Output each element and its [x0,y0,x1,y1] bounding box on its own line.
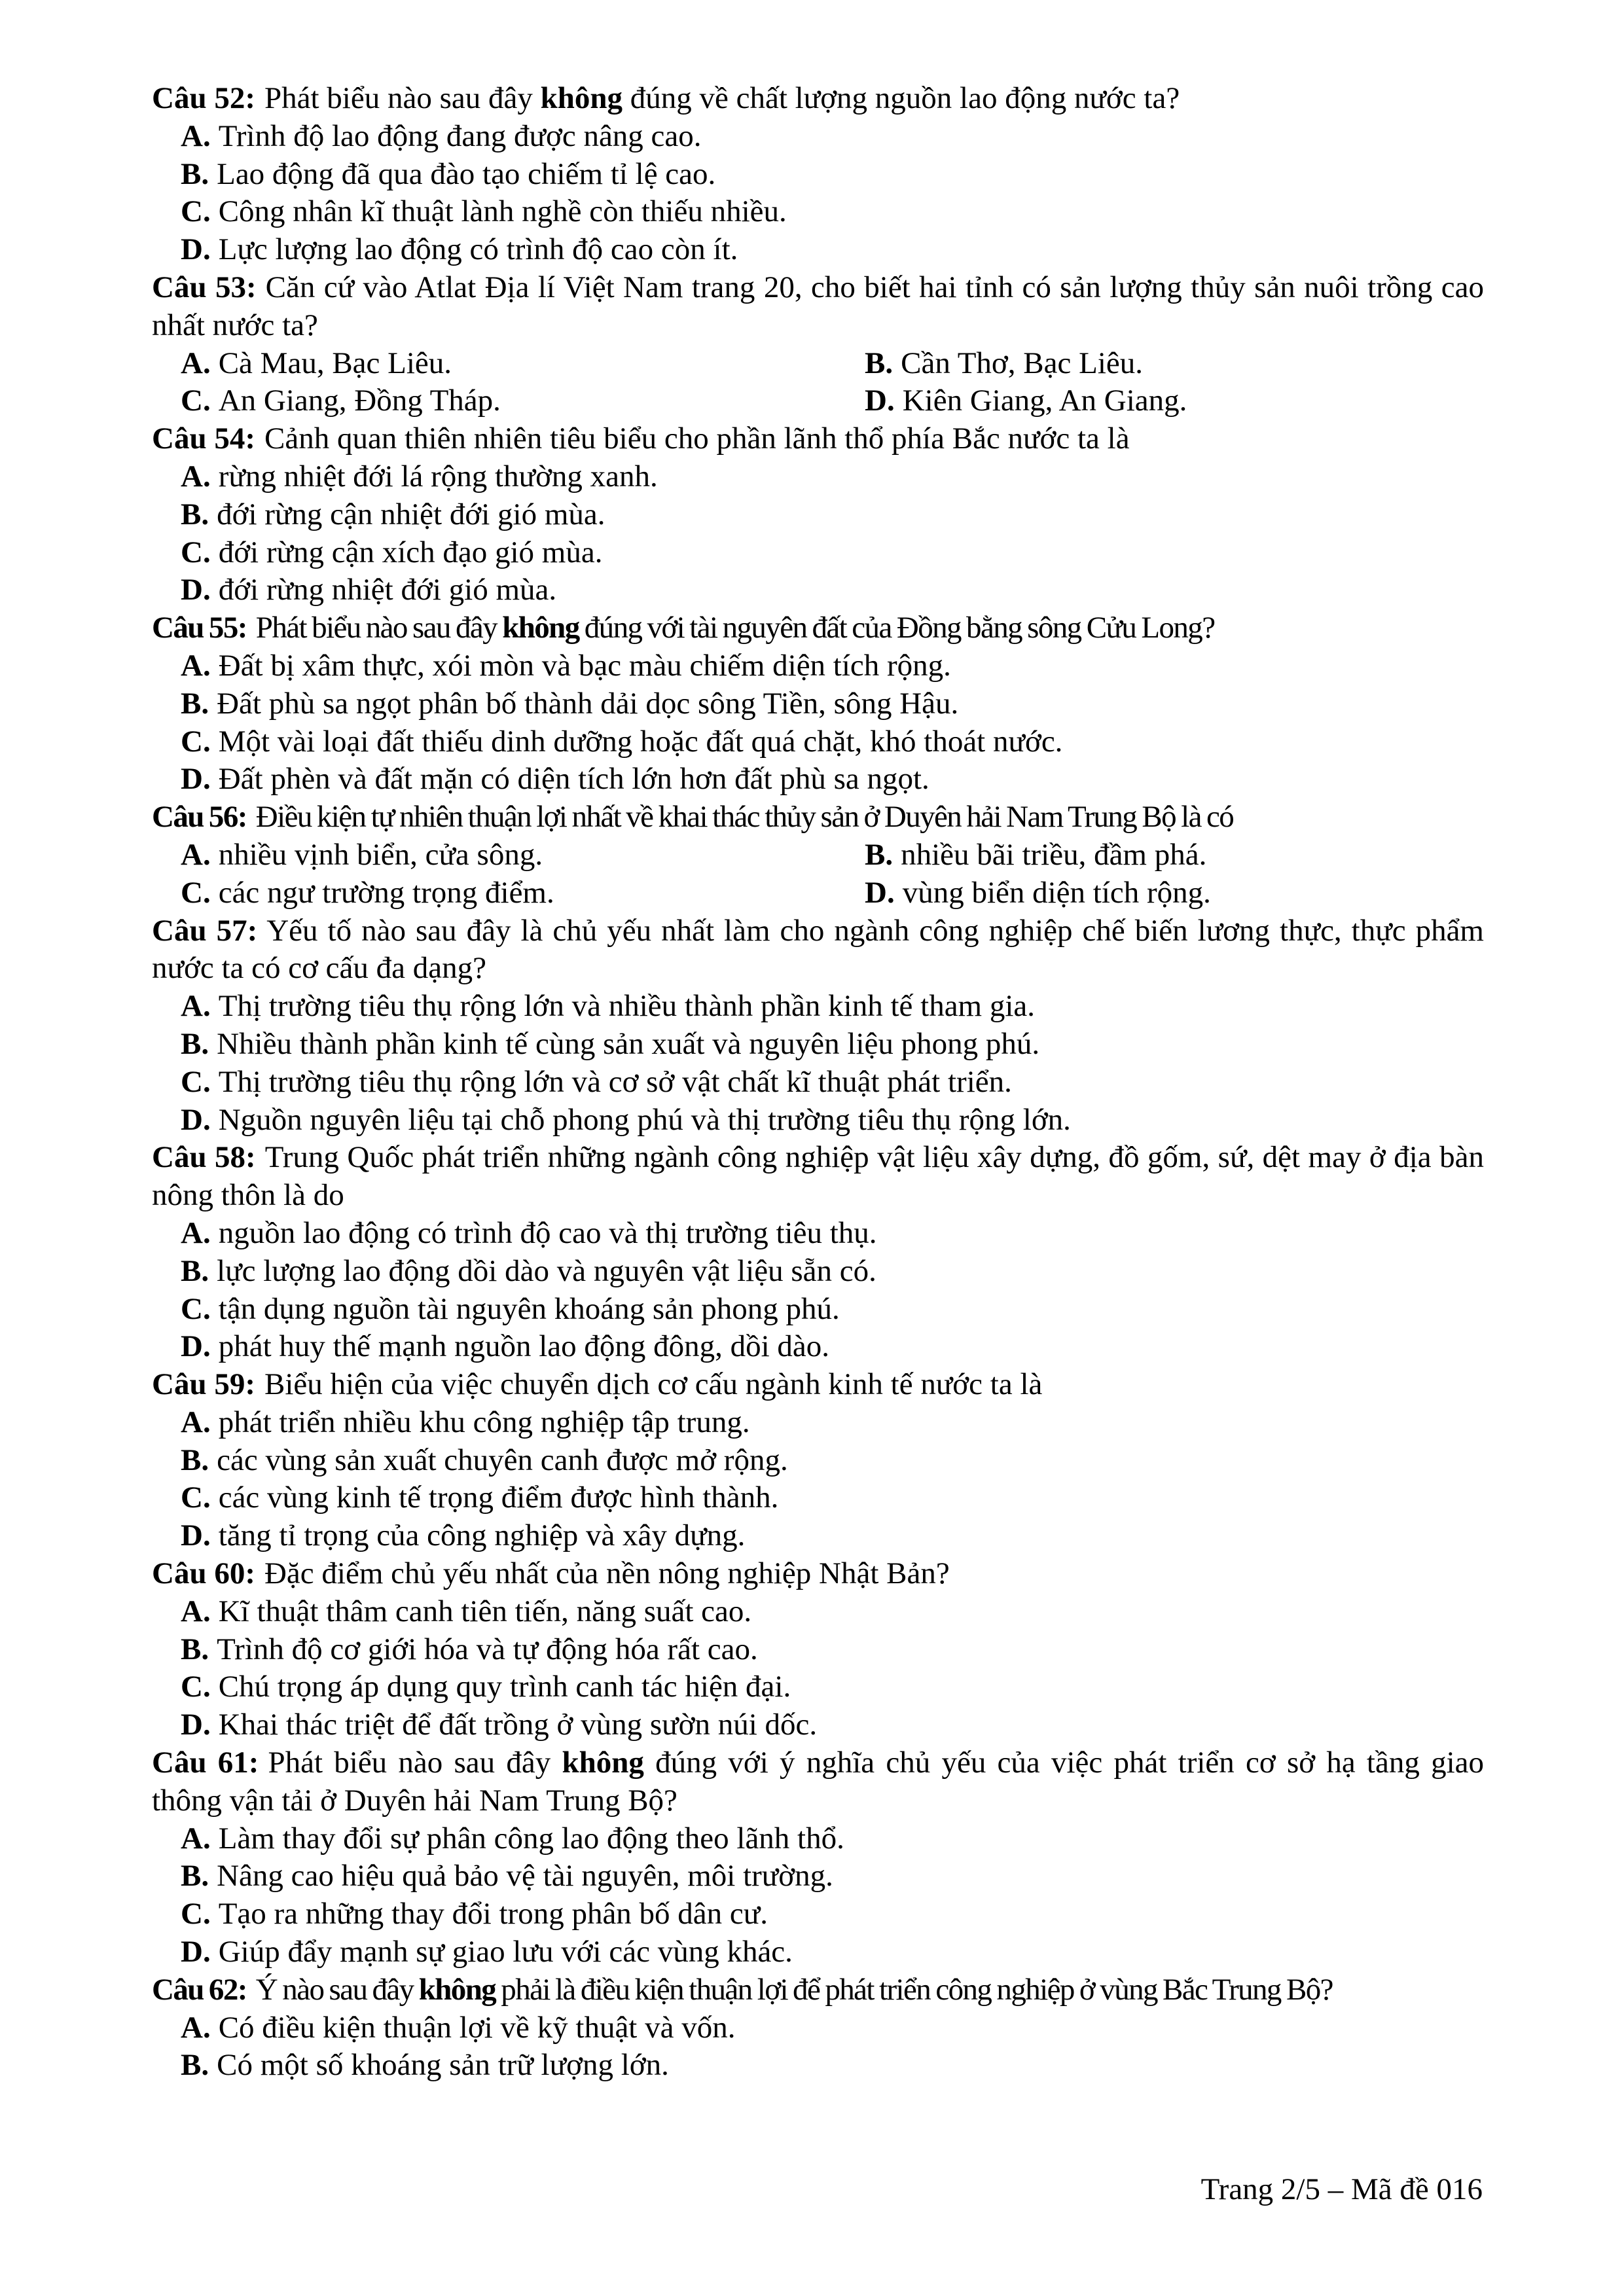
stem-text: phải là điều kiện thuận lợi để phát triển công nghiệp ở vùng Bắc Trung Bộ? [496,1972,1333,2007]
answer-row [152,874,1484,912]
question-block [152,912,1484,1139]
option-letter: B. [181,1253,209,1288]
option-letter: D. [865,875,895,910]
question-number: Câu 56: [152,800,247,834]
option-letter: C. [181,1897,211,1931]
option-text: Công nhân kĩ thuật lành nghề còn thiếu nhiều. [218,194,787,229]
option-letter: B. [181,1443,209,1477]
option-letter: A. [181,118,211,153]
stem-text: Điều kiện tự nhiên thuận lợi nhất về khai thác thủy sản ở Duyên hải Nam Trung Bộ là có [255,800,1234,834]
option-letter: D. [181,573,211,607]
option-text: Có điều kiện thuận lợi về kỹ thuật và vốn. [218,2010,736,2045]
option-text: tận dụng nguồn tài nguyên khoáng sản phong phú. [218,1291,840,1326]
option-letter: B. [181,1859,209,1893]
question-block [152,1366,1484,1555]
question-block [152,269,1484,420]
emphasis-text: không [502,611,579,645]
answer-option [152,761,1484,798]
stem-text: Yếu tố nào sau đây là chủ yếu nhất làm cho ngành công nghiệp chế biến lương thực, thực phẩm nước ta có cơ cấu đa dạng? [152,913,1484,986]
option-text: vùng biển diện tích rộng. [902,875,1211,910]
stem-text: Ý nào sau đây [255,1972,419,2007]
option-letter: B. [181,497,209,531]
answer-option [152,118,1484,156]
answer-option [152,1442,1484,1480]
option-letter: D. [181,1708,211,1742]
option-letter: D. [865,384,895,418]
answer-option [152,647,1484,685]
option-letter: D. [181,232,211,267]
option-letter: C. [181,1064,211,1099]
option-text: Nâng cao hiệu quả bảo vệ tài nguyên, môi trường. [217,1859,833,1893]
option-letter: C. [181,1670,211,1704]
question-number: Câu 59: [152,1367,255,1402]
option-letter: C. [181,1480,211,1515]
question-number: Câu 60: [152,1556,255,1591]
option-letter: D. [181,762,211,797]
answer-option [152,156,1484,194]
answer-option [152,193,1484,231]
question-block [152,1971,1484,2085]
question-stem [152,80,1484,118]
question-number: Câu 58: [152,1140,256,1175]
answer-option [152,1857,1484,1895]
page-footer: Trang 2/5 – Mã đề 016 [1200,2172,1483,2206]
option-letter: A. [181,1405,211,1439]
option-text: phát triển nhiều khu công nghiệp tập trung. [218,1405,750,1439]
question-number: Câu 62: [152,1972,247,2007]
option-text: lực lượng lao động dồi dào và nguyên vật liệu sẵn có. [217,1253,876,1288]
emphasis-text: không [418,1972,496,2007]
question-block [152,798,1484,912]
option-letter: C. [181,875,211,910]
exam-page-content [152,80,1484,2085]
answer-row [152,836,1484,874]
question-number: Câu 55: [152,611,247,645]
answer-option [152,874,865,912]
stem-text: đúng về chất lượng nguồn lao động nước ta? [623,81,1180,115]
option-letter: B. [181,686,209,721]
option-text: rừng nhiệt đới lá rộng thường xanh. [218,459,658,493]
answer-option [152,1895,1484,1933]
option-text: Nguồn nguyên liệu tại chỗ phong phú và thị trường tiêu thụ rộng lớn. [218,1102,1071,1137]
answer-option [152,685,1484,723]
option-text: Kĩ thuật thâm canh tiên tiến, năng suất cao. [218,1594,752,1628]
answer-option [152,1328,1484,1366]
option-text: Trình độ lao động đang được nâng cao. [218,118,702,153]
answer-option [152,1820,1484,1858]
question-number: Câu 61: [152,1746,259,1780]
option-letter: A. [181,989,211,1024]
stem-text: Cảnh quan thiên nhiên tiêu biểu cho phần lãnh thổ phía Bắc nước ta là [264,422,1130,456]
answer-option [152,231,1484,269]
option-text: Chú trọng áp dụng quy trình canh tác hiện đại. [218,1670,791,1704]
answer-option [152,2047,1484,2085]
question-block [152,420,1484,609]
answer-option [152,1064,1484,1102]
answer-option [152,2009,1484,2047]
option-text: nhiều bãi triều, đầm phá. [901,837,1207,872]
question-stem [152,1744,1484,1820]
option-text: An Giang, Đồng Tháp. [218,384,501,418]
option-letter: C. [181,194,211,229]
option-text: Đất phù sa ngọt phân bố thành dải dọc sông Tiền, sông Hậu. [217,686,959,721]
option-text: Lực lượng lao động có trình độ cao còn ít. [218,232,738,267]
answer-option [152,1215,1484,1253]
option-text: đới rừng cận xích đạo gió mùa. [218,535,603,569]
answer-option [865,345,1549,383]
option-text: Lao động đã qua đào tạo chiếm tỉ lệ cao. [217,156,716,191]
stem-text: Trung Quốc phát triển những ngành công nghiệp vật liệu xây dựng, đồ gốm, sứ, dệt may ở địa bàn nông thôn là do [152,1140,1484,1213]
option-letter: A. [181,1594,211,1628]
question-number: Câu 53: [152,270,257,304]
question-block [152,80,1484,269]
option-text: Làm thay đổi sự phân công lao động theo lãnh thổ. [218,1821,844,1856]
answer-option [152,1593,1484,1631]
option-letter: C. [181,1291,211,1326]
answer-option [152,496,1484,534]
answer-option [152,836,865,874]
option-text: Cần Thơ, Bạc Liêu. [901,346,1143,380]
option-letter: D. [181,1329,211,1364]
question-stem [152,1555,1484,1593]
answer-option [152,1404,1484,1442]
option-letter: C. [181,384,211,418]
option-letter: B. [181,1632,209,1666]
option-letter: A. [181,648,211,683]
question-block [152,1744,1484,1971]
stem-text: Biểu hiện của việc chuyển dịch cơ cấu ngành kinh tế nước ta là [264,1367,1043,1402]
answer-option [865,836,1549,874]
question-stem [152,609,1484,647]
answer-option [152,1102,1484,1139]
answer-option [865,382,1549,420]
answer-option [152,534,1484,572]
answer-option [152,1631,1484,1669]
stem-text: Phát biểu nào sau đây [268,1746,562,1780]
answer-row [152,382,1484,420]
option-text: Có một số khoáng sản trữ lượng lớn. [217,2048,669,2083]
option-letter: B. [181,1026,209,1061]
stem-text: đúng với ý nghĩa chủ yếu của việc phát triển cơ sở hạ tầng giao thông vận tải ở Duyên hải Nam Trung Bộ? [152,1746,1484,1818]
emphasis-text: không [562,1746,644,1780]
option-letter: A. [181,346,211,380]
option-text: các ngư trường trọng điểm. [218,875,554,910]
question-number: Câu 57: [152,913,258,948]
stem-text: Căn cứ vào Atlat Địa lí Việt Nam trang 20, cho biết hai tỉnh có sản lượng thủy sản nuôi trồng cao nhất nước ta? [152,270,1485,342]
option-letter: B. [181,2048,209,2083]
option-letter: B. [865,346,893,380]
answer-option [152,382,865,420]
option-letter: B. [865,837,893,872]
option-text: nhiều vịnh biển, cửa sông. [218,837,543,872]
option-letter: B. [181,156,209,191]
answer-option [152,1026,1484,1064]
option-text: Kiên Giang, An Giang. [902,384,1187,418]
stem-text: Đặc điểm chủ yếu nhất của nền nông nghiệp Nhật Bản? [264,1556,950,1591]
option-text: đới rừng cận nhiệt đới gió mùa. [217,497,605,531]
question-stem [152,420,1484,458]
answer-option [152,1479,1484,1517]
stem-text: đúng với tài nguyên đất của Đồng bằng sông Cửu Long? [579,611,1215,645]
option-letter: A. [181,837,211,872]
answer-option [865,874,1549,912]
option-letter: D. [181,1935,211,1969]
option-text: Một vài loại đất thiếu dinh dưỡng hoặc đất quá chặt, khó thoát nước. [218,724,1063,759]
answer-option [152,988,1484,1026]
option-text: tăng tỉ trọng của công nghiệp và xây dựng. [218,1518,746,1553]
option-text: Cà Mau, Bạc Liêu. [218,346,452,380]
option-letter: D. [181,1518,211,1553]
option-text: Thị trường tiêu thụ rộng lớn và nhiều thành phần kinh tế tham gia. [218,989,1036,1024]
option-letter: A. [181,1215,211,1250]
answer-option [152,723,1484,761]
question-stem [152,912,1484,988]
option-letter: A. [181,2010,211,2045]
answer-option [152,1706,1484,1744]
answer-option [152,1933,1484,1971]
option-letter: C. [181,535,211,569]
answer-option [152,1668,1484,1706]
question-number: Câu 52: [152,81,255,115]
option-text: các vùng kinh tế trọng điểm được hình thành. [218,1480,779,1515]
option-letter: A. [181,459,211,493]
answer-option [152,1517,1484,1555]
answer-row [152,345,1484,383]
option-text: đới rừng nhiệt đới gió mùa. [218,573,557,607]
question-stem [152,1139,1484,1215]
option-text: Đất phèn và đất mặn có diện tích lớn hơn đất phù sa ngọt. [218,762,929,797]
answer-option [152,1253,1484,1291]
answer-option [152,345,865,383]
option-text: Thị trường tiêu thụ rộng lớn và cơ sở vật chất kĩ thuật phát triển. [218,1064,1012,1099]
option-text: Tạo ra những thay đổi trong phân bố dân cư. [218,1897,768,1931]
question-stem [152,269,1484,345]
option-letter: D. [181,1102,211,1137]
option-text: Trình độ cơ giới hóa và tự động hóa rất cao. [217,1632,758,1666]
option-text: Đất bị xâm thực, xói mòn và bạc màu chiếm diện tích rộng. [218,648,951,683]
question-number: Câu 54: [152,422,255,456]
option-text: nguồn lao động có trình độ cao và thị trường tiêu thụ. [218,1215,877,1250]
option-text: Khai thác triệt để đất trồng ở vùng sườn núi dốc. [218,1708,818,1742]
option-text: Giúp đẩy mạnh sự giao lưu với các vùng khác. [218,1935,793,1969]
answer-option [152,571,1484,609]
stem-text: Phát biểu nào sau đây [264,81,541,115]
option-text: các vùng sản xuất chuyên canh được mở rộng. [217,1443,788,1477]
option-letter: C. [181,724,211,759]
question-stem [152,1366,1484,1404]
stem-text: Phát biểu nào sau đây [255,611,503,645]
answer-option [152,1291,1484,1329]
question-block [152,1139,1484,1366]
option-text: Nhiều thành phần kinh tế cùng sản xuất và nguyên liệu phong phú. [217,1026,1040,1061]
answer-option [152,458,1484,496]
question-block [152,609,1484,798]
question-block [152,1555,1484,1744]
option-letter: A. [181,1821,211,1856]
option-text: phát huy thế mạnh nguồn lao động đông, dồi dào. [218,1329,830,1364]
question-stem [152,798,1484,836]
emphasis-text: không [540,81,623,115]
question-stem [152,1971,1484,2009]
